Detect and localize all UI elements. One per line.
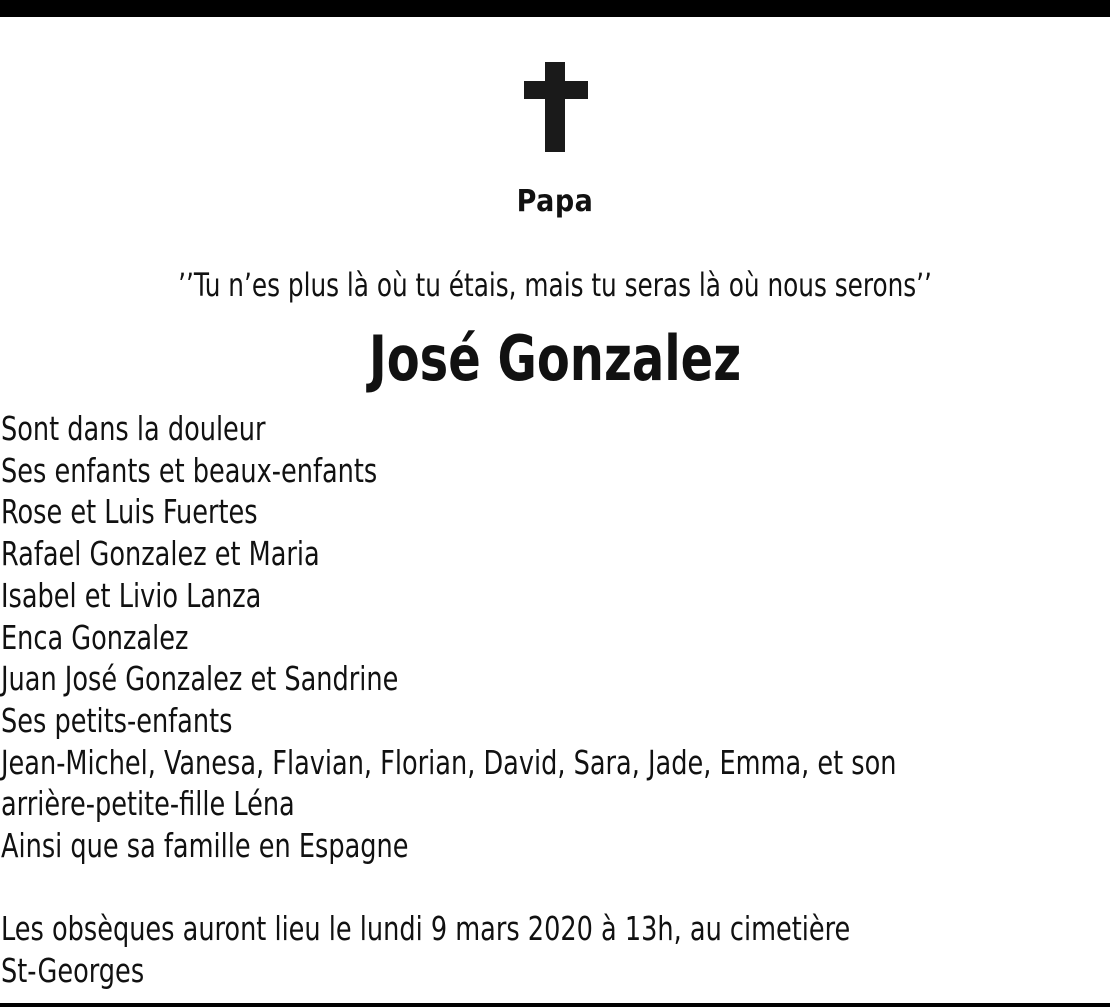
mourners-line: Ainsi que sa famille en Espagne <box>1 826 409 866</box>
deceased-name: José Gonzalez <box>368 322 742 395</box>
mourners-line: Ses enfants et beaux-enfants <box>1 450 378 490</box>
mourners-line: Isabel et Livio Lanza <box>1 575 262 615</box>
mourners-line: Ses petits-enfants <box>1 700 233 740</box>
paragraph-gap <box>1 867 1106 909</box>
mourners-line: Rose et Luis Fuertes <box>1 492 258 532</box>
mourners-line: Sont dans la douleur <box>1 409 266 448</box>
cross-icon <box>524 62 588 152</box>
mourners-line: Rafael Gonzalez et Maria <box>1 534 320 574</box>
funeral-line: Les obsèques auront lieu le lundi 9 mars 2020 à 13h, au cimetière <box>1 909 851 949</box>
obituary-body <box>1 408 1106 992</box>
mourners-line: Juan José Gonzalez et Sandrine <box>1 659 399 699</box>
funeral-line: St-Georges <box>1 951 145 991</box>
top-border-rule <box>0 0 1110 17</box>
memorial-quote: ’’Tu n’es plus là où tu étais, mais tu seras là où nous serons’’ <box>178 266 932 304</box>
bottom-border-rule <box>0 1003 1110 1007</box>
mourners-line: Jean-Michel, Vanesa, Flavian, Florian, David, Sara, Jade, Emma, et son <box>1 742 897 782</box>
mourners-line: arrière-petite-fille Léna <box>1 784 295 824</box>
mourners-line: Enca Gonzalez <box>1 617 189 657</box>
relation-label: Papa <box>516 184 594 219</box>
